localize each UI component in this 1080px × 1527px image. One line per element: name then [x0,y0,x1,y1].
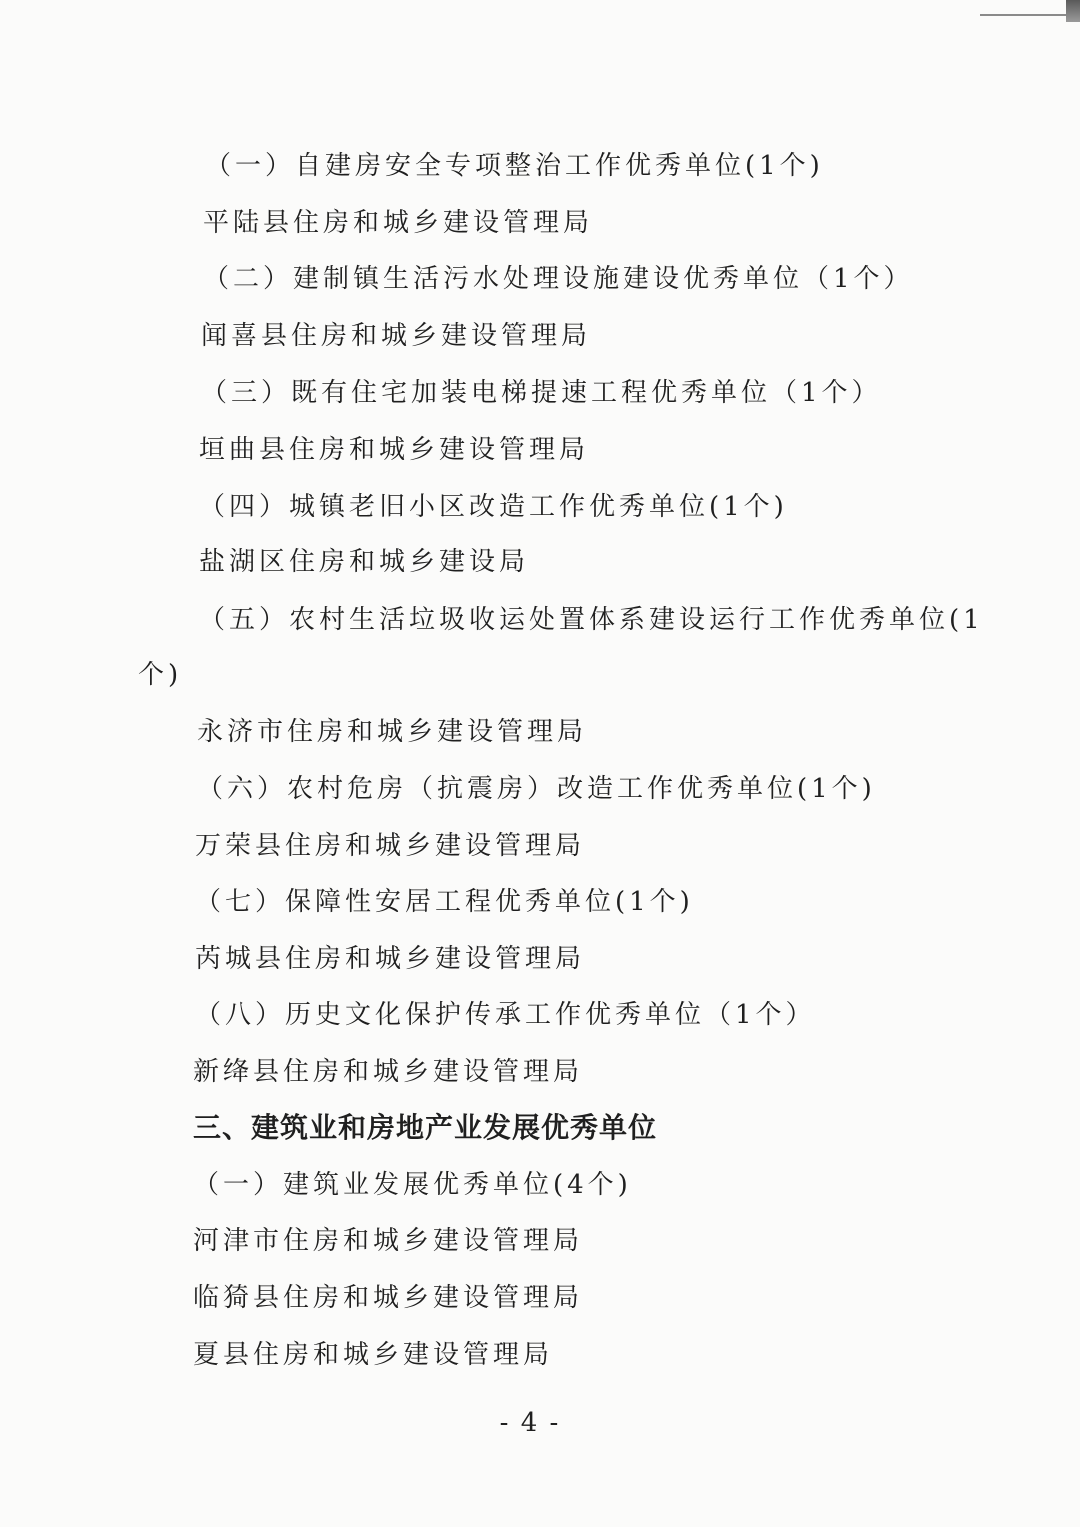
subheading-2: （二）建制镇生活污水处理设施建设优秀单位（1个） [203,264,914,294]
subheading-6: （六）农村危房（抗震房）改造工作优秀单位(1个) [197,774,876,804]
unit-name: 芮城县住房和城乡建设管理局 [195,944,586,974]
unit-name: 永济市住房和城乡建设管理局 [197,717,588,747]
unit-name: 万荣县住房和城乡建设管理局 [195,831,586,861]
subheading-5: （五）农村生活垃圾收运处置体系建设运行工作优秀单位(1 [199,605,984,635]
unit-name: 平陆县住房和城乡建设管理局 [203,208,594,238]
unit-name: 闻喜县住房和城乡建设管理局 [201,321,592,351]
subheading-4: （四）城镇老旧小区改造工作优秀单位(1个) [199,492,788,522]
unit-name: 临猗县住房和城乡建设管理局 [193,1283,584,1313]
scan-edge-line [980,14,1080,16]
subheading-construction: （一）建筑业发展优秀单位(4个) [193,1170,632,1200]
subheading-8: （八）历史文化保护传承工作优秀单位（1个） [195,1000,816,1030]
subheading-3: （三）既有住宅加装电梯提速工程优秀单位（1个） [201,378,882,408]
unit-name: 盐湖区住房和城乡建设局 [199,547,530,577]
unit-name: 河津市住房和城乡建设管理局 [193,1226,584,1256]
unit-name: 夏县住房和城乡建设管理局 [193,1340,554,1370]
subheading-7: （七）保障性安居工程优秀单位(1个) [195,887,694,917]
unit-name: 垣曲县住房和城乡建设管理局 [199,435,590,465]
scan-edge-shadow [1066,0,1080,22]
subheading-5-continued: 个) [138,660,183,690]
section-heading: 三、建筑业和房地产业发展优秀单位 [193,1111,658,1144]
subheading-1: （一）自建房安全专项整治工作优秀单位(1个) [205,151,824,181]
unit-name: 新绛县住房和城乡建设管理局 [193,1057,584,1087]
page-number: - 4 - [499,1408,561,1438]
